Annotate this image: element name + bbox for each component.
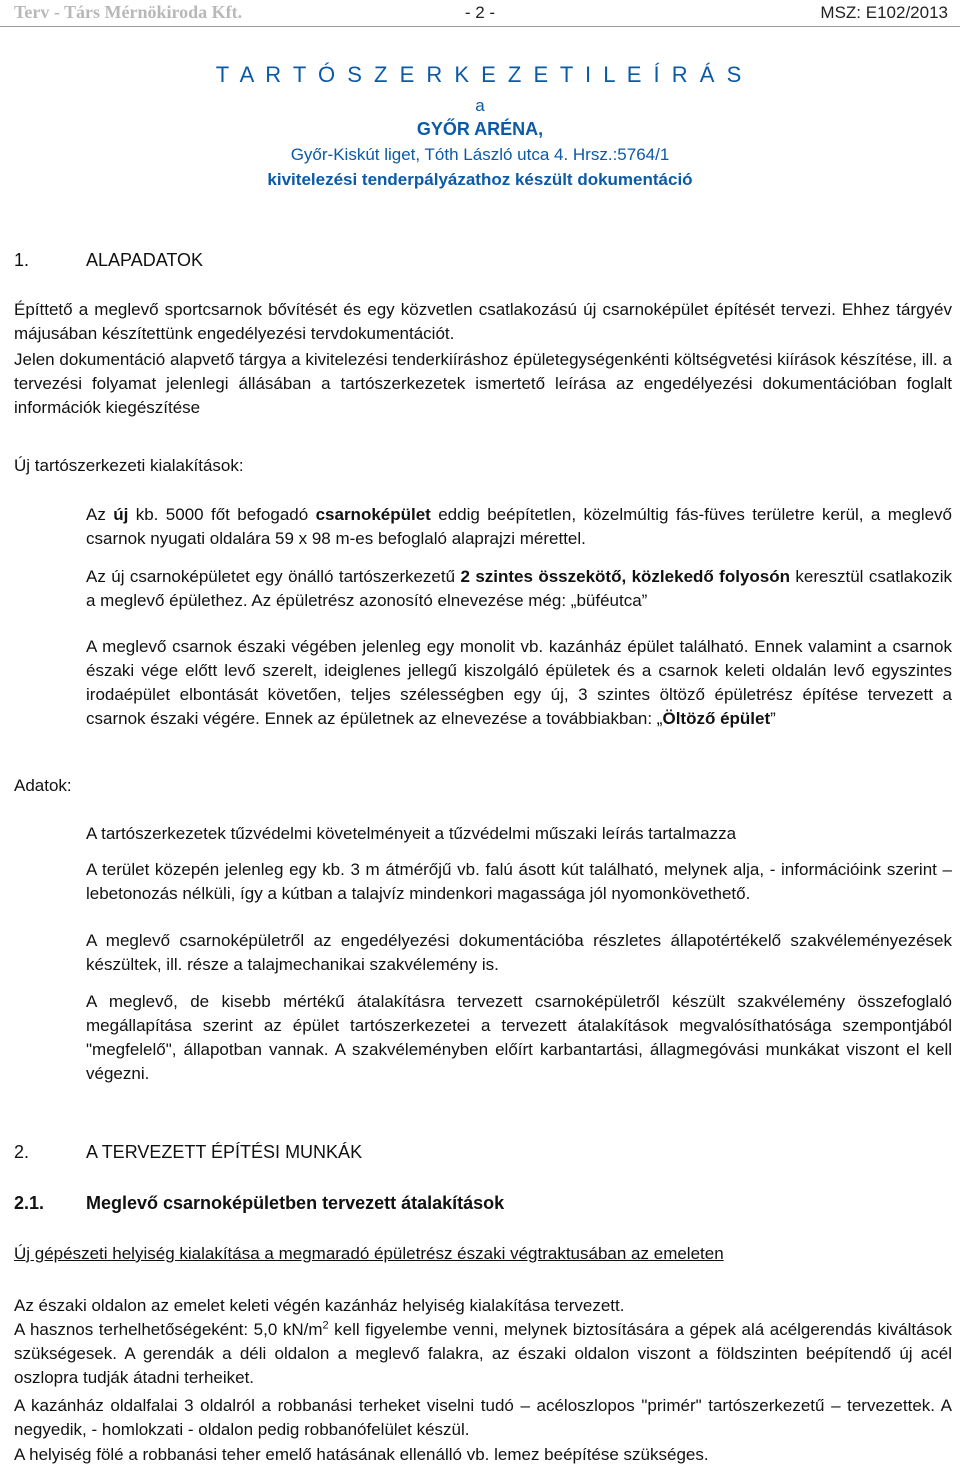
page-header — [0, 0, 960, 27]
locker-building-paragraph: A meglevő csarnok északi végében jelenleg egy monolit vb. kazánház épület található. Ennek valamint a csarnok északi vége előtt levő szerelt, ideiglenes jellegű kiszolgáló épületek és a csarnok keleti oldalán levő egyszintes irodaépület elbontását követően, teljes szélességben egy új, 3 szintes öltöző épületrész építése tervezett a csarnok északi végére. Ennek az épületnek az elnevezése a továbbiakban: „Öltöző épület” — [86, 637, 952, 728]
project-name: GYŐR ARÉNA, — [416, 119, 544, 139]
walls-paragraph: A kazánház oldalfalai 3 oldalról a robbanási terheket viselni tudó – acéloszlopos "primér" tartószerkezetű – tervezettek. A negyedik, - homlokzati - oldalon pedig robbanófelület készül. — [14, 1396, 952, 1439]
fire-protection-paragraph: A tartószerkezetek tűzvédelmi követelményeit a tűzvédelmi műszaki leírás tartalmazza — [86, 824, 737, 843]
subsection-title: Meglevő csarnoképületben tervezett átalakítások — [86, 1193, 505, 1213]
document-title: T A R T Ó S Z E R K E Z E T I L E Í R Á S — [215, 62, 745, 87]
project-address: Győr-Kiskút liget, Tóth László utca 4. Hrsz.:5764/1 — [290, 145, 670, 164]
load-paragraph: A hasznos terhelhetőségeként: 5,0 $kN/m^2$ kell figyelembe venni, melynek biztosítására a gépek alá acélgerendás kiváltások szükségesek. A gerendák a déli oldalon a meglevő falakra, az északi oldalon viszont a földszinten beépítendő új acél oszlopra tudják átadni terheiket. — [14, 1319, 952, 1387]
well-paragraph: A terület közepén jelenleg egy kb. 3 m átmérőjű vb. falú ásott kút található, melynek alja, - információink szerint – lebetonozás nélküli, így a kútban a talajvíz mindenkori magassága jól nyomonkövethető. — [86, 860, 952, 903]
company-name: Terv - Társ Mérnökiroda Kft. — [14, 2, 243, 22]
condition-paragraph: A meglevő, de kisebb mértékű átalakításra tervezett csarnoképületről készült szakvélemény összefoglaló megállapítása szerint az épület tartószerkezetei a tervezett átalakítások megvalósíthatósága szempontjából "megfelelő", állapotban vannak. A szakvéleményben előírt karbantartási, állagmegóvási munkákat viszont el kell végezni. — [86, 992, 952, 1083]
data-label: Adatok: — [14, 776, 72, 795]
subsection-number: 2.1. — [14, 1193, 45, 1213]
standard-code: MSZ: E102/2013 — [820, 3, 948, 22]
new-structures-label: Új tartószerkezeti kialakítások: — [14, 456, 244, 475]
section-title: ALAPADATOK — [86, 250, 204, 270]
page-number: - 2 - — [464, 3, 496, 22]
mechanical-room-title: Új gépészeti helyiség kialakítása a megmaradó épületrész északi végtraktusában az emeleten — [14, 1244, 724, 1263]
slab-paragraph: A helyiség fölé a robbanási teher emelő hatásának ellenálló vb. lemez beépítése szükséges. — [14, 1445, 709, 1464]
section-number: 1. — [14, 250, 30, 270]
title-connector: a — [475, 96, 485, 115]
section-title: A TERVEZETT ÉPÍTÉSI MUNKÁK — [86, 1142, 363, 1162]
section-number: 2. — [14, 1142, 30, 1162]
scope-paragraph: Jelen dokumentáció alapvető tárgya a kivitelezési tenderkiíráshoz épületegységenkénti költségvetési kiírások készítése, ill. a tervezési folyamat jelenlegi állásában a tartószerkezetek ismertető leírása az engedélyezési dokumentációban foglalt információk kiegészítése — [14, 350, 952, 417]
survey-paragraph: A meglevő csarnoképületről az engedélyezési dokumentációba részletes állapotértékelő szakvéleményezések készültek, ill. része a talajmechanikai szakvélemény is. — [86, 931, 952, 974]
intro-paragraph: Építtető a meglevő sportcsarnok bővítését és egy közvetlen csatlakozású új csarnoképület építését tervezi. Ehhez tárgyév májusában készítettünk engedélyezési tervdokumentációt. — [14, 300, 952, 343]
boiler-room-paragraph: Az északi oldalon az emelet keleti végén kazánház helyiség kialakítása tervezett. — [14, 1296, 625, 1315]
project-purpose: kivitelezési tenderpályázathoz készült dokumentáció — [267, 170, 693, 189]
new-hall-paragraph: Az új kb. 5000 főt befogadó csarnoképület eddig beépítetlen, közelmúltig fás-füves területre kerül, a meglevő csarnok nyugati oldalára 59 x 98 m-es befoglaló alaprajzi mérettel. — [86, 505, 953, 548]
corridor-paragraph: Az új csarnoképületet egy önálló tartószerkezetű 2 szintes összekötő, közlekedő folyosón keresztül csatlakozik a meglevő épülethez. Az épületrész azonosító elnevezése még: „büféutca” — [86, 567, 952, 610]
